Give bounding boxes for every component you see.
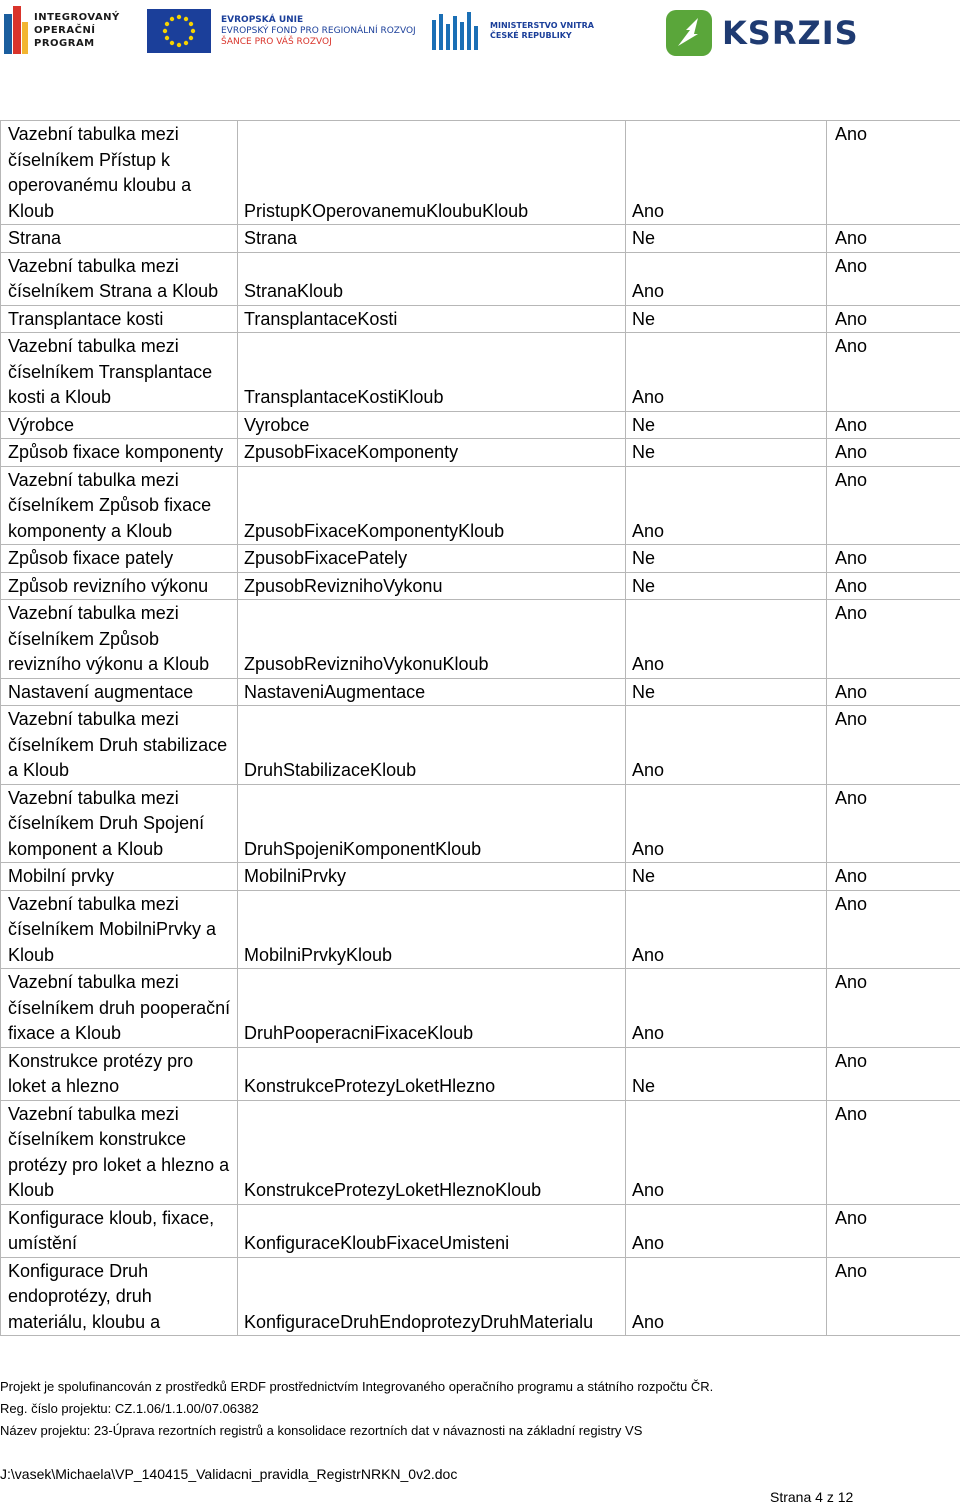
table-code-cell: DruhSpojeniKomponentKloub	[238, 784, 626, 863]
table-flag-cell: Ano	[626, 890, 827, 969]
table-code-cell: NastaveniAugmentace	[238, 678, 626, 706]
table-row	[1, 890, 960, 969]
table-status-cell: Ano	[827, 439, 960, 467]
table-code-cell: ZpusobFixacePately	[238, 545, 626, 573]
ministry-line-1: MINISTERSTVO VNITRA	[490, 21, 594, 30]
eu-flag-icon	[147, 9, 211, 53]
table-status-cell: Ano	[827, 863, 960, 891]
table-status-cell: Ano	[827, 466, 960, 545]
ksrzis-wordmark: KSRZIS	[722, 14, 859, 52]
table-row	[1, 333, 960, 412]
table-name-cell: Konfigurace kloub, fixace, umístění	[1, 1204, 238, 1257]
table-status-cell: Ano	[827, 969, 960, 1048]
table-row	[1, 1047, 960, 1100]
table-code-cell: StranaKloub	[238, 252, 626, 305]
table-name-cell: Vazební tabulka mezi číselníkem MobilniPrvky a Kloub	[1, 890, 238, 969]
eu-line-2: EVROPSKÝ FOND PRO REGIONÁLNÍ ROZVOJ	[221, 25, 416, 36]
table-name-cell: Vazební tabulka mezi číselníkem Způsob revizního výkonu a Kloub	[1, 600, 238, 679]
table-code-cell: ZpusobReviznihoVykonu	[238, 572, 626, 600]
table-name-cell: Konfigurace Druh endoprotézy, druh materiálu, kloubu a	[1, 1257, 238, 1336]
table-code-cell: Strana	[238, 225, 626, 253]
table-row	[1, 225, 960, 253]
table-flag-cell: Ne	[626, 305, 827, 333]
table-status-cell: Ano	[827, 678, 960, 706]
table-code-cell: DruhPooperacniFixaceKloub	[238, 969, 626, 1048]
iop-mark-icon	[4, 6, 28, 54]
table-name-cell: Vazební tabulka mezi číselníkem Druh Spojení komponent a Kloub	[1, 784, 238, 863]
table-status-cell: Ano	[827, 225, 960, 253]
iop-logo	[4, 6, 120, 54]
table-code-cell: Vyrobce	[238, 411, 626, 439]
table-code-cell: ZpusobFixaceKomponentyKloub	[238, 466, 626, 545]
table-status-cell: Ano	[827, 784, 960, 863]
table-row	[1, 545, 960, 573]
table-code-cell: KonfiguraceKloubFixaceUmisteni	[238, 1204, 626, 1257]
footer-funding: Projekt je spolufinancován z prostředků ERDF prostřednictvím Integrovaného operačního programu a státního rozpočtu ČR.	[0, 1379, 714, 1394]
table-code-cell: PristupKOperovanemuKloubuKloub	[238, 121, 626, 225]
table-body	[1, 121, 960, 1336]
ministry-line-2: ČESKÉ REPUBLIKY	[490, 31, 572, 40]
iop-line-3: PROGRAM	[34, 37, 95, 49]
table-name-cell: Vazební tabulka mezi číselníkem konstrukce protézy pro loket a hlezno a Kloub	[1, 1100, 238, 1204]
table-flag-cell: Ano	[626, 1100, 827, 1204]
table-name-cell: Vazební tabulka mezi číselníkem Způsob fixace komponenty a Kloub	[1, 466, 238, 545]
footer-reg-number: Reg. číslo projektu: CZ.1.06/1.1.00/07.06382	[0, 1401, 259, 1416]
table-status-cell: Ano	[827, 121, 960, 225]
table-name-cell: Vazební tabulka mezi číselníkem Strana a Kloub	[1, 252, 238, 305]
table-row	[1, 678, 960, 706]
table-row	[1, 1257, 960, 1336]
table-row	[1, 439, 960, 467]
table-flag-cell: Ne	[626, 863, 827, 891]
table-row	[1, 1100, 960, 1204]
table-flag-cell: Ano	[626, 466, 827, 545]
table-status-cell: Ano	[827, 252, 960, 305]
table-flag-cell: Ne	[626, 225, 827, 253]
table-flag-cell: Ano	[626, 969, 827, 1048]
table-row	[1, 706, 960, 785]
table-name-cell: Vazební tabulka mezi číselníkem Druh stabilizace a Kloub	[1, 706, 238, 785]
table-status-cell: Ano	[827, 333, 960, 412]
footer-page-number: Strana 4 z 12	[770, 1489, 854, 1505]
table-name-cell: Způsob fixace komponenty	[1, 439, 238, 467]
table-status-cell: Ano	[827, 545, 960, 573]
table-flag-cell: Ne	[626, 411, 827, 439]
table-row	[1, 121, 960, 225]
table-row	[1, 600, 960, 679]
table-code-cell: DruhStabilizaceKloub	[238, 706, 626, 785]
table-flag-cell: Ano	[626, 252, 827, 305]
table-status-cell: Ano	[827, 600, 960, 679]
validation-table	[0, 120, 960, 1336]
table-row	[1, 863, 960, 891]
table-name-cell: Výrobce	[1, 411, 238, 439]
table-name-cell: Konstrukce protézy pro loket a hlezno	[1, 1047, 238, 1100]
footer-project-name: Název projektu: 23-Úprava rezortních registrů a konsolidace rezortních dat v návaznosti na základní registry VS	[0, 1423, 643, 1438]
table-status-cell: Ano	[827, 890, 960, 969]
table-flag-cell: Ne	[626, 572, 827, 600]
table-row	[1, 572, 960, 600]
table-code-cell: MobilniPrvky	[238, 863, 626, 891]
table-name-cell: Strana	[1, 225, 238, 253]
table-flag-cell: Ano	[626, 1257, 827, 1336]
eu-line-3: ŠANCE PRO VÁŠ ROZVOJ	[221, 36, 332, 47]
table-flag-cell: Ano	[626, 121, 827, 225]
table-status-cell: Ano	[827, 1047, 960, 1100]
table-name-cell: Vazební tabulka mezi číselníkem Přístup k operovanému kloubu a Kloub	[1, 121, 238, 225]
table-row	[1, 466, 960, 545]
table-status-cell: Ano	[827, 706, 960, 785]
ksrzis-mark-icon	[664, 8, 714, 58]
table-row	[1, 252, 960, 305]
table-flag-cell: Ano	[626, 706, 827, 785]
table-name-cell: Transplantace kosti	[1, 305, 238, 333]
ministry-logo	[430, 10, 594, 52]
table-code-cell: KonstrukceProtezyLoketHlezno	[238, 1047, 626, 1100]
table-flag-cell: Ne	[626, 678, 827, 706]
table-flag-cell: Ne	[626, 1047, 827, 1100]
table-name-cell: Způsob revizního výkonu	[1, 572, 238, 600]
eu-logo	[147, 9, 416, 53]
footer-file-path: J:\vasek\Michaela\VP_140415_Validacni_pravidla_RegistrNRKN_0v2.doc	[0, 1466, 458, 1482]
table-code-cell: MobilniPrvkyKloub	[238, 890, 626, 969]
table-name-cell: Způsob fixace pately	[1, 545, 238, 573]
table-flag-cell: Ano	[626, 333, 827, 412]
table-code-cell: TransplantaceKostiKloub	[238, 333, 626, 412]
table-row	[1, 784, 960, 863]
table-code-cell: ZpusobFixaceKomponenty	[238, 439, 626, 467]
table-flag-cell: Ne	[626, 439, 827, 467]
table-code-cell: KonfiguraceDruhEndoprotezyDruhMaterialu	[238, 1257, 626, 1336]
table-row	[1, 969, 960, 1048]
table-name-cell: Vazební tabulka mezi číselníkem Transplantace kosti a Kloub	[1, 333, 238, 412]
eu-line-1: EVROPSKÁ UNIE	[221, 14, 304, 25]
table-row	[1, 305, 960, 333]
table-status-cell: Ano	[827, 1100, 960, 1204]
table-code-cell: KonstrukceProtezyLoketHleznoKloub	[238, 1100, 626, 1204]
iop-line-2: OPERAČNÍ	[34, 24, 96, 36]
table-code-cell: TransplantaceKosti	[238, 305, 626, 333]
header-logos	[0, 0, 960, 70]
table-status-cell: Ano	[827, 1204, 960, 1257]
table-row	[1, 411, 960, 439]
table-flag-cell: Ano	[626, 1204, 827, 1257]
table-status-cell: Ano	[827, 572, 960, 600]
table-flag-cell: Ano	[626, 600, 827, 679]
ksrzis-logo	[664, 8, 859, 58]
ministry-mark-icon	[430, 10, 484, 52]
table-name-cell: Nastavení augmentace	[1, 678, 238, 706]
table-status-cell: Ano	[827, 1257, 960, 1336]
table-flag-cell: Ne	[626, 545, 827, 573]
table-code-cell: ZpusobReviznihoVykonuKloub	[238, 600, 626, 679]
iop-line-1: INTEGROVANÝ	[34, 11, 120, 23]
table-name-cell: Mobilní prvky	[1, 863, 238, 891]
table-status-cell: Ano	[827, 305, 960, 333]
table-row	[1, 1204, 960, 1257]
table-status-cell: Ano	[827, 411, 960, 439]
table-flag-cell: Ano	[626, 784, 827, 863]
table-name-cell: Vazební tabulka mezi číselníkem druh pooperační fixace a Kloub	[1, 969, 238, 1048]
